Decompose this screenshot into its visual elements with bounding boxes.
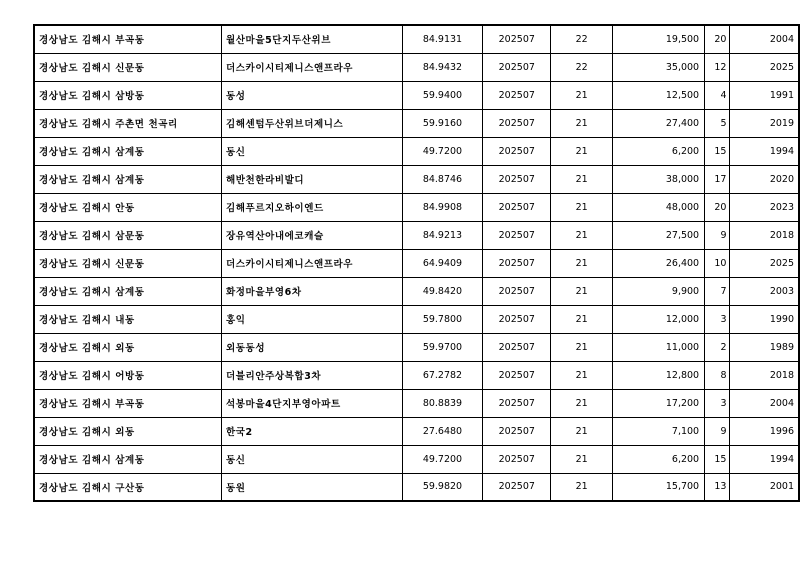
cell-contract-day: 21 — [551, 249, 612, 277]
table-row — [34, 109, 799, 137]
cell-area: 84.9432 — [402, 53, 482, 81]
cell-price: 35,000 — [612, 53, 704, 81]
cell-area: 84.9908 — [402, 193, 482, 221]
cell-floor: 9 — [705, 221, 730, 249]
cell-address: 경상남도 김해시 삼방동 — [34, 81, 221, 109]
cell-price: 15,700 — [612, 473, 704, 501]
cell-contract-day: 21 — [551, 361, 612, 389]
cell-address: 경상남도 김해시 삼계동 — [34, 137, 221, 165]
cell-built-year: 1994 — [730, 445, 799, 473]
cell-contract-month: 202507 — [483, 221, 551, 249]
cell-price: 6,200 — [612, 137, 704, 165]
cell-built-year: 2004 — [730, 389, 799, 417]
cell-contract-day: 21 — [551, 165, 612, 193]
cell-contract-month: 202507 — [483, 53, 551, 81]
cell-price: 12,500 — [612, 81, 704, 109]
cell-contract-month: 202507 — [483, 305, 551, 333]
cell-built-year: 2001 — [730, 473, 799, 501]
cell-area: 84.9131 — [402, 25, 482, 53]
cell-contract-month: 202507 — [483, 473, 551, 501]
cell-contract-day: 22 — [551, 53, 612, 81]
table-row — [34, 445, 799, 473]
table-row — [34, 417, 799, 445]
cell-complex-name: 석봉마을4단지부영아파트 — [221, 389, 402, 417]
cell-contract-month: 202507 — [483, 333, 551, 361]
cell-contract-day: 22 — [551, 25, 612, 53]
cell-contract-month: 202507 — [483, 249, 551, 277]
cell-complex-name: 외동동성 — [221, 333, 402, 361]
cell-price: 19,500 — [612, 25, 704, 53]
table-row — [34, 249, 799, 277]
cell-address: 경상남도 김해시 부곡동 — [34, 389, 221, 417]
cell-floor: 4 — [705, 81, 730, 109]
cell-floor: 17 — [705, 165, 730, 193]
cell-area: 49.7200 — [402, 445, 482, 473]
cell-area: 59.9400 — [402, 81, 482, 109]
table-row — [34, 25, 799, 53]
cell-built-year: 2019 — [730, 109, 799, 137]
cell-address: 경상남도 김해시 외동 — [34, 417, 221, 445]
cell-built-year: 1991 — [730, 81, 799, 109]
cell-area: 67.2782 — [402, 361, 482, 389]
cell-contract-day: 21 — [551, 389, 612, 417]
table-row — [34, 361, 799, 389]
table-row — [34, 389, 799, 417]
cell-built-year: 2003 — [730, 277, 799, 305]
cell-address: 경상남도 김해시 안동 — [34, 193, 221, 221]
table-row — [34, 53, 799, 81]
cell-complex-name: 홍익 — [221, 305, 402, 333]
cell-built-year: 1994 — [730, 137, 799, 165]
cell-contract-day: 21 — [551, 305, 612, 333]
cell-contract-day: 21 — [551, 109, 612, 137]
cell-price: 12,000 — [612, 305, 704, 333]
cell-contract-day: 21 — [551, 445, 612, 473]
cell-price: 7,100 — [612, 417, 704, 445]
cell-floor: 5 — [705, 109, 730, 137]
cell-contract-month: 202507 — [483, 165, 551, 193]
table-row — [34, 305, 799, 333]
cell-floor: 20 — [705, 193, 730, 221]
cell-address: 경상남도 김해시 주촌면 천곡리 — [34, 109, 221, 137]
cell-floor: 15 — [705, 445, 730, 473]
table-row — [34, 81, 799, 109]
cell-area: 49.7200 — [402, 137, 482, 165]
cell-contract-day: 21 — [551, 417, 612, 445]
cell-contract-month: 202507 — [483, 417, 551, 445]
cell-price: 12,800 — [612, 361, 704, 389]
cell-complex-name: 한국2 — [221, 417, 402, 445]
cell-built-year: 2023 — [730, 193, 799, 221]
cell-area: 84.9213 — [402, 221, 482, 249]
cell-floor: 12 — [705, 53, 730, 81]
cell-contract-day: 21 — [551, 333, 612, 361]
cell-floor: 3 — [705, 305, 730, 333]
table-row — [34, 473, 799, 501]
cell-contract-day: 21 — [551, 221, 612, 249]
cell-built-year: 2004 — [730, 25, 799, 53]
cell-price: 6,200 — [612, 445, 704, 473]
cell-address: 경상남도 김해시 삼계동 — [34, 165, 221, 193]
cell-floor: 2 — [705, 333, 730, 361]
cell-area: 84.8746 — [402, 165, 482, 193]
cell-floor: 3 — [705, 389, 730, 417]
cell-contract-day: 21 — [551, 81, 612, 109]
cell-address: 경상남도 김해시 어방동 — [34, 361, 221, 389]
cell-contract-month: 202507 — [483, 389, 551, 417]
cell-address: 경상남도 김해시 신문동 — [34, 53, 221, 81]
cell-contract-month: 202507 — [483, 25, 551, 53]
cell-contract-month: 202507 — [483, 445, 551, 473]
cell-built-year: 2018 — [730, 361, 799, 389]
cell-price: 38,000 — [612, 165, 704, 193]
cell-price: 26,400 — [612, 249, 704, 277]
cell-address: 경상남도 김해시 신문동 — [34, 249, 221, 277]
cell-contract-day: 21 — [551, 473, 612, 501]
cell-contract-month: 202507 — [483, 109, 551, 137]
cell-built-year: 1990 — [730, 305, 799, 333]
cell-area: 49.8420 — [402, 277, 482, 305]
cell-floor: 8 — [705, 361, 730, 389]
cell-contract-day: 21 — [551, 137, 612, 165]
cell-area: 80.8839 — [402, 389, 482, 417]
cell-area: 59.9820 — [402, 473, 482, 501]
cell-price: 48,000 — [612, 193, 704, 221]
table-row — [34, 137, 799, 165]
cell-complex-name: 더스카이시티제니스앤프라우 — [221, 53, 402, 81]
cell-complex-name: 화정마을부영6차 — [221, 277, 402, 305]
cell-floor: 10 — [705, 249, 730, 277]
cell-address: 경상남도 김해시 삼계동 — [34, 277, 221, 305]
table-row — [34, 277, 799, 305]
cell-floor: 7 — [705, 277, 730, 305]
cell-complex-name: 김해센텀두산위브더제니스 — [221, 109, 402, 137]
cell-contract-month: 202507 — [483, 193, 551, 221]
cell-contract-month: 202507 — [483, 81, 551, 109]
cell-complex-name: 더스카이시티제니스앤프라우 — [221, 249, 402, 277]
cell-complex-name: 월산마을5단지두산위브 — [221, 25, 402, 53]
table-row — [34, 165, 799, 193]
cell-built-year: 2025 — [730, 53, 799, 81]
cell-price: 27,500 — [612, 221, 704, 249]
cell-price: 11,000 — [612, 333, 704, 361]
cell-price: 27,400 — [612, 109, 704, 137]
cell-floor: 9 — [705, 417, 730, 445]
table-row — [34, 333, 799, 361]
cell-complex-name: 해반천한라비발디 — [221, 165, 402, 193]
cell-area: 59.7800 — [402, 305, 482, 333]
cell-complex-name: 더블리안주상복합3차 — [221, 361, 402, 389]
cell-area: 27.6480 — [402, 417, 482, 445]
cell-contract-day: 21 — [551, 193, 612, 221]
cell-complex-name: 동신 — [221, 137, 402, 165]
cell-complex-name: 동성 — [221, 81, 402, 109]
cell-floor: 20 — [705, 25, 730, 53]
table-row — [34, 221, 799, 249]
cell-contract-month: 202507 — [483, 277, 551, 305]
cell-complex-name: 김해푸르지오하이엔드 — [221, 193, 402, 221]
cell-address: 경상남도 김해시 삼문동 — [34, 221, 221, 249]
cell-contract-day: 21 — [551, 277, 612, 305]
cell-built-year: 2020 — [730, 165, 799, 193]
cell-complex-name: 장유역산아내에코캐슬 — [221, 221, 402, 249]
cell-area: 64.9409 — [402, 249, 482, 277]
cell-built-year: 1989 — [730, 333, 799, 361]
cell-floor: 13 — [705, 473, 730, 501]
cell-address: 경상남도 김해시 구산동 — [34, 473, 221, 501]
cell-contract-month: 202507 — [483, 361, 551, 389]
table-row — [34, 193, 799, 221]
cell-built-year: 2018 — [730, 221, 799, 249]
cell-built-year: 2025 — [730, 249, 799, 277]
transaction-table-body — [34, 25, 799, 501]
cell-address: 경상남도 김해시 외동 — [34, 333, 221, 361]
transaction-table — [33, 24, 800, 502]
cell-floor: 15 — [705, 137, 730, 165]
cell-complex-name: 동신 — [221, 445, 402, 473]
cell-contract-month: 202507 — [483, 137, 551, 165]
cell-area: 59.9160 — [402, 109, 482, 137]
cell-area: 59.9700 — [402, 333, 482, 361]
cell-address: 경상남도 김해시 삼계동 — [34, 445, 221, 473]
cell-address: 경상남도 김해시 내동 — [34, 305, 221, 333]
cell-address: 경상남도 김해시 부곡동 — [34, 25, 221, 53]
cell-price: 17,200 — [612, 389, 704, 417]
cell-complex-name: 동원 — [221, 473, 402, 501]
cell-price: 9,900 — [612, 277, 704, 305]
cell-built-year: 1996 — [730, 417, 799, 445]
